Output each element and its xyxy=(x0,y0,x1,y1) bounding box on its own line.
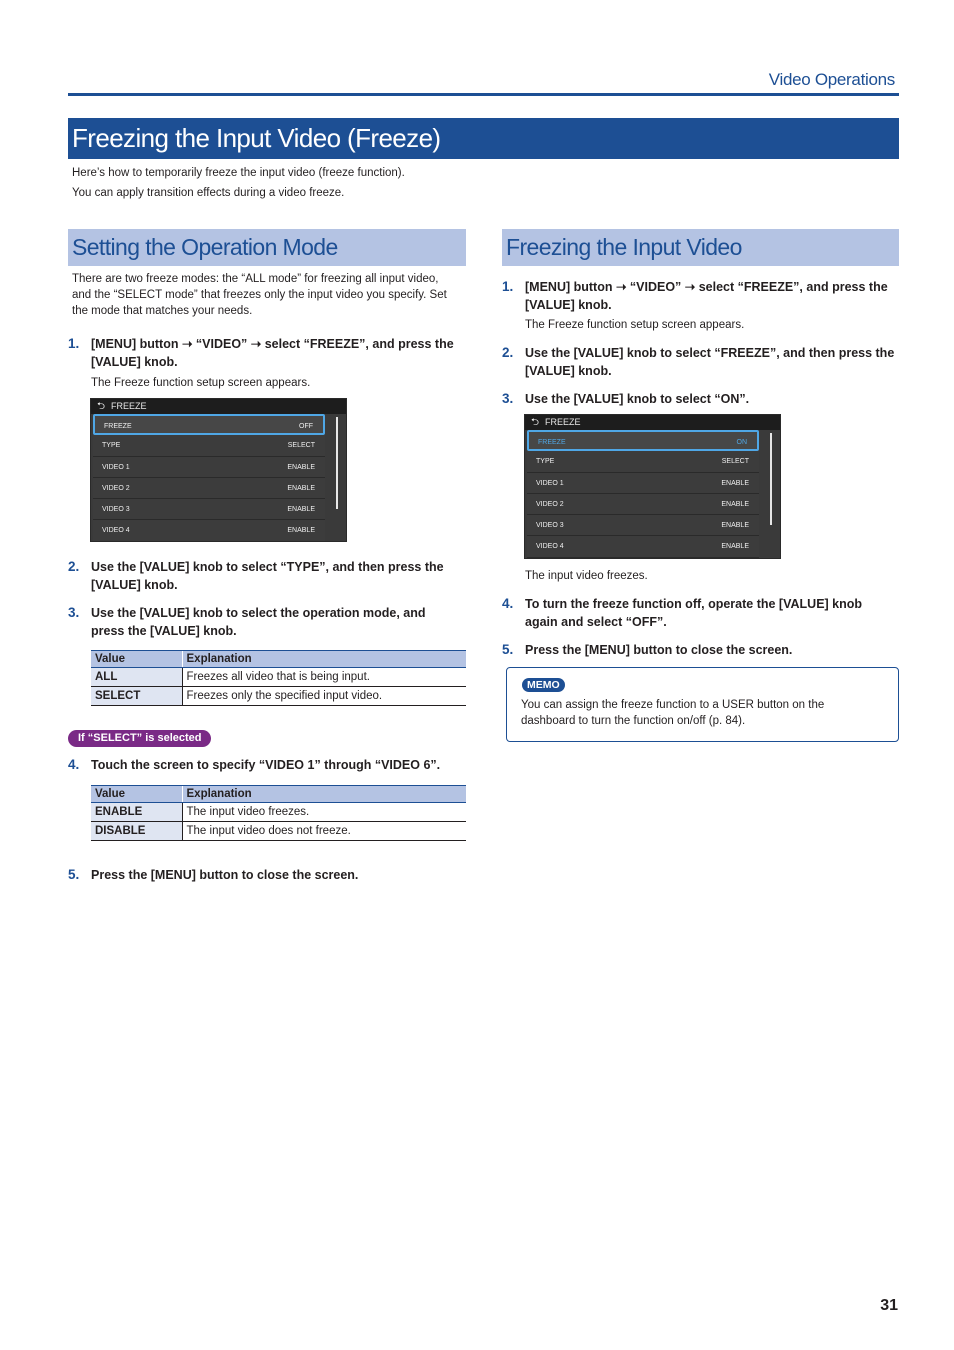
table-cell-explanation: The input video does not freeze. xyxy=(182,822,466,841)
step-text xyxy=(91,604,426,640)
screen-row-freeze[interactable] xyxy=(527,430,759,451)
operation-mode-intro xyxy=(72,271,466,319)
step-3 xyxy=(68,604,426,640)
screen-scrollbar[interactable] xyxy=(770,433,772,525)
table-row xyxy=(91,822,466,841)
step-line: Use the [VALUE] knob to select “TYPE”, and then press the xyxy=(91,560,444,574)
running-header: Video Operations xyxy=(768,70,895,89)
table-header-value: Value xyxy=(91,786,182,803)
row-label: VIDEO 4 xyxy=(536,543,564,551)
table-header-explanation: Explanation xyxy=(182,651,466,668)
step-number: 2. xyxy=(502,345,514,360)
screen-note: The input video freezes. xyxy=(525,570,648,582)
step-line: Use the [VALUE] knob to select “FREEZE”, and then press the xyxy=(525,346,895,360)
step-1 xyxy=(68,335,454,371)
memo-line: You can assign the freeze function to a USER button on the xyxy=(521,699,825,711)
screen-row-video-1[interactable] xyxy=(93,457,325,478)
step-text xyxy=(525,344,894,380)
screen-header xyxy=(525,415,780,430)
table-header-row xyxy=(91,786,466,803)
row-value: ENABLE xyxy=(721,543,749,551)
screen-rows xyxy=(527,430,759,558)
row-label: FREEZE xyxy=(538,439,566,446)
memo-text xyxy=(521,697,891,729)
screen-title: FREEZE xyxy=(545,417,581,427)
step-5 xyxy=(68,866,358,884)
screen-row-video-1[interactable] xyxy=(527,473,759,494)
select-mode-badge: If “SELECT” is selected xyxy=(68,730,211,747)
step-4 xyxy=(502,595,862,631)
memo-badge: MEMO xyxy=(522,678,565,692)
intro-line: and the “SELECT mode” that freezes only the input video you specify. Set xyxy=(72,289,447,301)
step-line: Use the [VALUE] knob to select “ON”. xyxy=(525,392,750,406)
back-icon[interactable]: ⮌ xyxy=(97,401,106,412)
row-value: OFF xyxy=(299,423,313,430)
step-note: The Freeze function setup screen appears. xyxy=(91,377,311,389)
row-label: VIDEO 2 xyxy=(536,500,564,508)
step-2 xyxy=(502,344,894,380)
intro-text xyxy=(72,163,405,203)
intro-line: There are two freeze modes: the “ALL mode” for freezing all input video, xyxy=(72,273,439,285)
screen-header xyxy=(91,399,346,414)
row-label: FREEZE xyxy=(104,423,132,430)
screen-row-video-4[interactable] xyxy=(527,536,759,557)
screen-row-video-2[interactable] xyxy=(527,494,759,515)
step-number: 4. xyxy=(68,757,80,772)
step-number: 1. xyxy=(68,336,80,351)
row-label: VIDEO 1 xyxy=(102,463,130,471)
intro-line: the mode that matches your needs. xyxy=(72,305,253,317)
table-cell-value: DISABLE xyxy=(91,822,182,841)
intro-line: Here’s how to temporarily freeze the input video (freeze function). xyxy=(72,167,405,179)
step-number: 3. xyxy=(502,391,514,406)
step-3 xyxy=(502,390,749,408)
screen-row-video-2[interactable] xyxy=(93,478,325,499)
step-line: [MENU] button ➝ “VIDEO” ➝ select “FREEZE”, and press the xyxy=(525,280,888,294)
section-title-freezing-input: Freezing the Input Video xyxy=(502,229,899,266)
step-text xyxy=(525,278,888,314)
step-number: 1. xyxy=(502,279,514,294)
step-line: Press the [MENU] button to close the screen. xyxy=(525,643,793,657)
step-number: 5. xyxy=(68,867,80,882)
screen-title: FREEZE xyxy=(111,401,147,411)
memo-box xyxy=(506,667,899,742)
table-cell-value: SELECT xyxy=(91,687,182,706)
step-text xyxy=(91,335,454,371)
step-line: [VALUE] knob. xyxy=(91,355,178,369)
step-number: 2. xyxy=(68,559,80,574)
step-line: Press the [MENU] button to close the screen. xyxy=(91,868,359,882)
page-title: Freezing the Input Video (Freeze) xyxy=(68,118,899,159)
step-2 xyxy=(68,558,444,594)
step-number: 4. xyxy=(502,596,514,611)
row-value: ENABLE xyxy=(287,484,315,492)
row-value: ENABLE xyxy=(287,527,315,535)
screen-rows xyxy=(93,414,325,542)
table-header-value: Value xyxy=(91,651,182,668)
table-row xyxy=(91,687,466,706)
screen-row-video-3[interactable] xyxy=(93,499,325,520)
video-enable-table xyxy=(91,785,466,841)
table-header-explanation: Explanation xyxy=(182,786,466,803)
row-value: ENABLE xyxy=(721,522,749,530)
step-5 xyxy=(502,641,792,659)
step-line: Use the [VALUE] knob to select the operation mode, and xyxy=(91,606,426,620)
screen-row-type[interactable] xyxy=(93,435,325,456)
memo-line: dashboard to turn the function on/off (p. 84). xyxy=(521,715,746,727)
row-label: VIDEO 2 xyxy=(102,484,130,492)
table-cell-value: ALL xyxy=(91,668,182,687)
header-rule xyxy=(68,93,899,96)
step-line: [VALUE] knob. xyxy=(91,578,178,592)
step-line: To turn the freeze function off, operate the [VALUE] knob xyxy=(525,597,863,611)
row-label: TYPE xyxy=(536,458,555,466)
row-label: VIDEO 1 xyxy=(536,479,564,487)
step-number: 5. xyxy=(502,642,514,657)
row-value: ON xyxy=(736,439,747,446)
section-title-operation-mode: Setting the Operation Mode xyxy=(68,229,466,266)
table-cell-value: ENABLE xyxy=(91,803,182,822)
table-row xyxy=(91,668,466,687)
step-line: [MENU] button ➝ “VIDEO” ➝ select “FREEZE”, and press the xyxy=(91,337,454,351)
step-4 xyxy=(68,756,440,774)
screen-row-freeze[interactable] xyxy=(93,414,325,435)
step-text xyxy=(91,866,358,884)
table-cell-explanation: The input video freezes. xyxy=(182,803,466,822)
screen-row-video-4[interactable] xyxy=(93,520,325,541)
row-label: VIDEO 4 xyxy=(102,527,130,535)
step-text xyxy=(91,558,444,594)
row-value: SELECT xyxy=(287,442,315,450)
step-text xyxy=(525,641,792,659)
step-line: [VALUE] knob. xyxy=(525,364,612,378)
step-number: 3. xyxy=(68,605,80,620)
freeze-setup-screen xyxy=(90,398,347,542)
step-text xyxy=(91,756,440,774)
step-note: The Freeze function setup screen appears. xyxy=(525,319,745,331)
row-value: ENABLE xyxy=(721,500,749,508)
step-line: press the [VALUE] knob. xyxy=(91,624,237,638)
row-value: ENABLE xyxy=(721,479,749,487)
screen-row-video-3[interactable] xyxy=(527,515,759,536)
table-cell-explanation: Freezes all video that is being input. xyxy=(182,668,466,687)
row-label: VIDEO 3 xyxy=(536,522,564,530)
row-value: ENABLE xyxy=(287,463,315,471)
row-value: SELECT xyxy=(721,458,749,466)
table-cell-explanation: Freezes only the specified input video. xyxy=(182,687,466,706)
step-text xyxy=(525,390,749,408)
step-line: again and select “OFF”. xyxy=(525,615,667,629)
page-number: 31 xyxy=(880,1297,898,1314)
screen-scrollbar[interactable] xyxy=(336,417,338,509)
back-icon[interactable]: ⮌ xyxy=(531,417,540,428)
row-label: TYPE xyxy=(102,442,121,450)
intro-line: You can apply transition effects during a video freeze. xyxy=(72,187,345,199)
step-text xyxy=(525,595,862,631)
freeze-setup-screen xyxy=(524,414,781,559)
step-1 xyxy=(502,278,888,314)
table-header-row xyxy=(91,651,466,668)
row-value: ENABLE xyxy=(287,506,315,514)
step-line: [VALUE] knob. xyxy=(525,298,612,312)
operation-mode-table xyxy=(91,650,466,706)
table-row xyxy=(91,803,466,822)
step-line: Touch the screen to specify “VIDEO 1” through “VIDEO 6”. xyxy=(91,758,441,772)
screen-row-type[interactable] xyxy=(527,451,759,472)
row-label: VIDEO 3 xyxy=(102,506,130,514)
